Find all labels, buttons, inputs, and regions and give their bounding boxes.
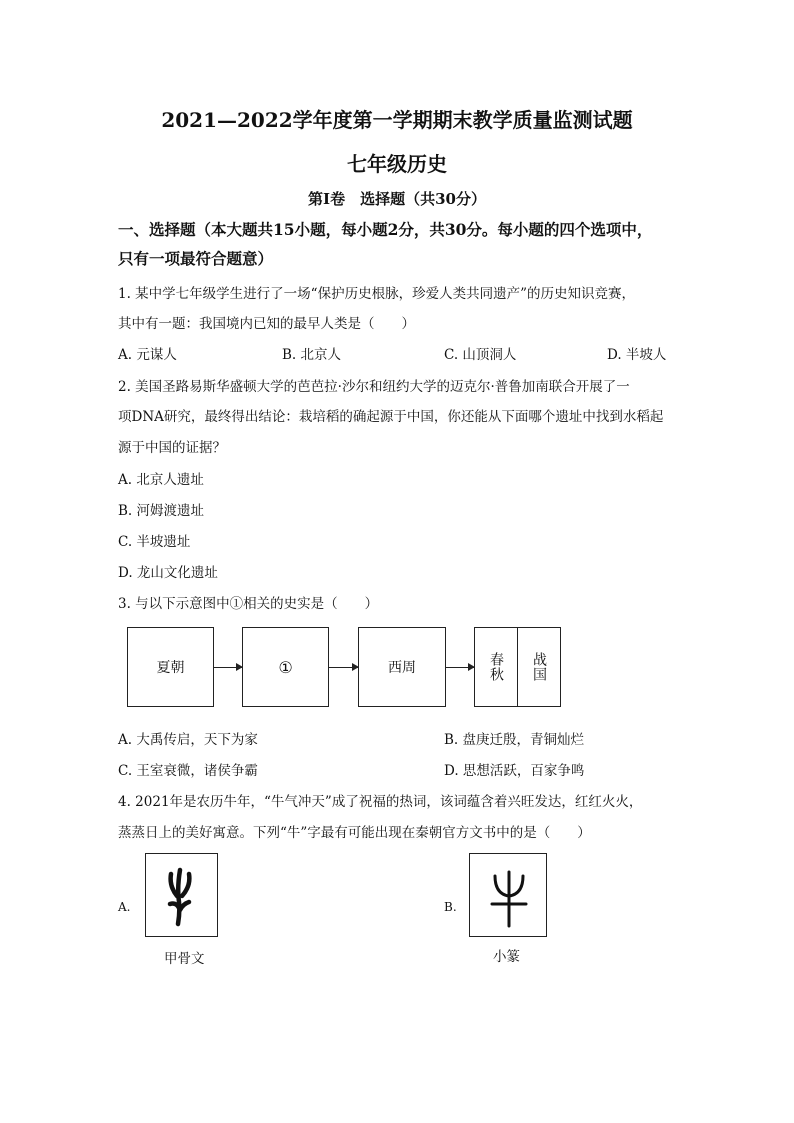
- q1-option-c: C. 山顶洞人: [444, 347, 517, 363]
- exam-title: 2021—2022学年度第一学期期末教学质量监测试题: [161, 108, 633, 132]
- oracle-bone-ox-image: [145, 853, 218, 937]
- q4-option-a-label: A.: [118, 900, 131, 914]
- q2-option-d: D. 龙山文化遗址: [118, 565, 218, 581]
- q1-stem-line1: 1. 某中学七年级学生进行了一场“保护历史根脉，珍爱人类共同遗产”的历史知识竞赛，: [118, 286, 635, 302]
- section-instructions-line2: 只有一项最符合题意）: [118, 249, 274, 268]
- q1-stem-line2: 其中有一题：我国境内已知的最早人类是（ ）: [118, 316, 415, 332]
- q4-option-b-caption: 小篆: [493, 949, 520, 965]
- diagram-box-western-zhou: 西周: [358, 627, 446, 707]
- q1-option-b: B. 北京人: [282, 347, 342, 363]
- q4-stem-line1: 4. 2021年是农历牛年，“牛气冲天”成了祝福的热词，该词蕴含着兴旺发达，红红火火，: [118, 794, 643, 810]
- diagram-label-warring-states: 战国: [531, 652, 547, 682]
- q3-option-d: D. 思想活跃，百家争鸣: [444, 763, 585, 779]
- q4-option-b-label: B.: [444, 900, 457, 914]
- q3-stem: 3. 与以下示意图中①相关的史实是（ ）: [118, 596, 379, 612]
- diagram-box-blank: ①: [242, 627, 329, 707]
- q2-option-b: B. 河姆渡遗址: [118, 503, 205, 519]
- q2-option-a: A. 北京人遗址: [118, 472, 204, 488]
- section-instructions-line1: 一、选择题（本大题共15小题，每小题2分，共30分。每小题的四个选项中，: [118, 220, 653, 239]
- arrow-right-icon: [329, 667, 358, 668]
- q2-stem-line2: 项DNA研究，最终得出结论：栽培稻的确起源于中国，你还能从下面哪个遗址中找到水稻起: [118, 409, 664, 425]
- diagram-box-warring-states: [517, 627, 561, 707]
- part-heading: 第Ⅰ卷 选择题（共30分）: [308, 190, 486, 208]
- arrow-right-icon: [446, 667, 474, 668]
- q1-option-d: D. 半坡人: [607, 347, 667, 363]
- q3-option-b: B. 盘庚迁殷，青铜灿烂: [444, 732, 585, 748]
- q4-option-a-caption: 甲骨文: [164, 951, 205, 967]
- oracle-bone-ox-glyph-icon: [146, 854, 219, 938]
- q3-option-a: A. 大禹传启，天下为家: [118, 732, 258, 748]
- arrow-right-icon: [214, 667, 242, 668]
- q1-option-a: A. 元谋人: [118, 347, 177, 363]
- q3-option-c: C. 王室衰微，诸侯争霸: [118, 763, 258, 779]
- q4-stem-line2: 蒸蒸日上的美好寓意。下列“牛”字最有可能出现在秦朝官方文书中的是（ ）: [118, 825, 591, 841]
- diagram-box-spring-autumn: [474, 627, 518, 707]
- q2-stem-line3: 源于中国的证据？: [118, 440, 226, 456]
- small-seal-ox-image: [469, 853, 547, 937]
- q2-option-c: C. 半坡遗址: [118, 534, 191, 550]
- diagram-label-spring-autumn: 春秋: [488, 652, 504, 682]
- small-seal-ox-glyph-icon: [470, 854, 548, 938]
- exam-subject: 七年级历史: [347, 152, 447, 176]
- diagram-box-xia: 夏朝: [127, 627, 214, 707]
- q2-stem-line1: 2. 美国圣路易斯华盛顿大学的芭芭拉·沙尔和纽约大学的迈克尔·普鲁加南联合开展了一: [118, 379, 630, 395]
